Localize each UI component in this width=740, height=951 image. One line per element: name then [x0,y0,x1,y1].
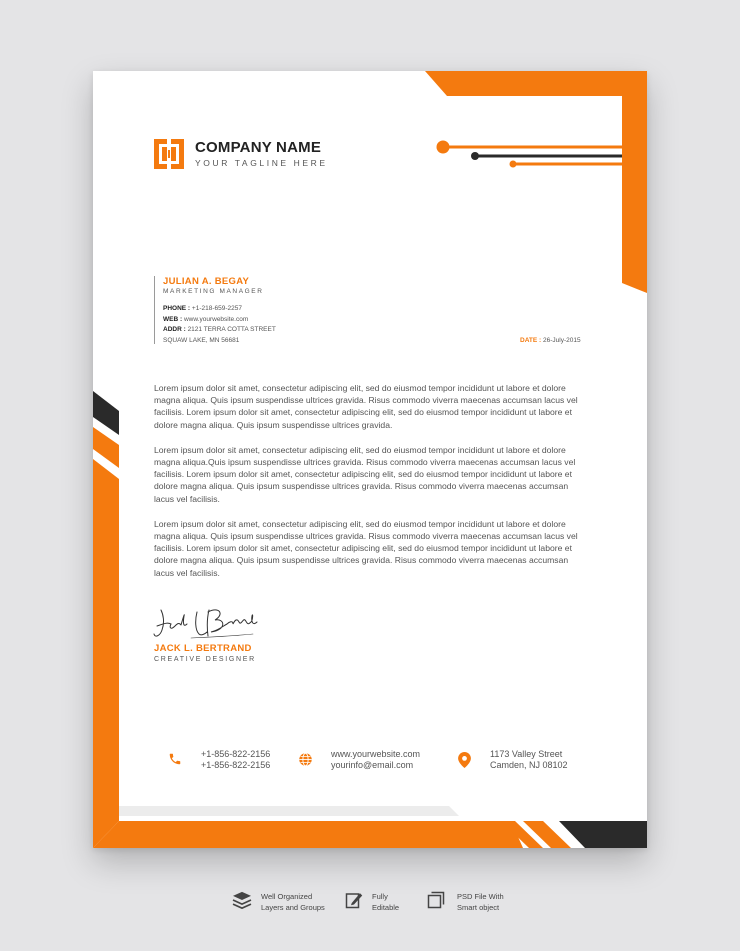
letter-date [520,337,581,344]
feature-editable-line1: Fully [372,892,388,901]
edit-icon [345,891,363,909]
company-logo-icon [154,139,184,169]
bottom-grey-band [119,806,459,816]
footer-phone-line1: +1-856-822-2156 [201,749,271,759]
connector-dot-3 [510,161,517,168]
letterhead-sheet [93,71,647,848]
feature-layers-line2: Layers and Groups [261,902,325,912]
feature-editable [372,892,399,913]
company-name: COMPANY NAME [195,139,322,156]
location-pin-icon [458,752,471,768]
sender-web: www.yourwebsite.com [183,315,249,323]
footer-address [490,749,568,771]
footer-address-line2: Camden, NJ 08102 [490,760,568,770]
web-label: WEB : [163,315,183,323]
left-dark-stripe [93,391,119,435]
letter-body [154,382,590,592]
phone-icon [168,752,182,766]
connector-dot-1 [437,141,450,154]
feature-layers-line1: Well Organized [261,892,313,901]
feature-psd-line2: Smart object [457,902,500,912]
left-orange-stripe [93,427,119,468]
footer-address-line1: 1173 Valley Street [490,749,563,759]
phone-label: PHONE : [163,305,191,312]
sender-contact [163,304,276,346]
sender-addr-line1: 2121 TERRA COTTA STREET [187,326,276,333]
feature-layers [261,892,325,913]
signer-name: JACK L. BERTRAND [154,643,252,654]
sender-addr-line2: SQUAW LAKE, MN 56681 [163,336,240,344]
globe-icon [298,752,313,767]
signer-title: CREATIVE DESIGNER [154,656,256,663]
layers-icon [232,891,252,909]
sender-title: MARKETING MANAGER [163,288,264,295]
date-label: DATE : [520,337,542,344]
signature-image [153,604,263,642]
top-right-orange-frame [425,71,647,293]
feature-psd-line1: PSD File With [457,892,504,901]
feature-psd [457,892,504,913]
footer-phone [201,749,270,771]
addr-label: ADDR : [163,326,186,333]
sender-name: JULIAN A. BEGAY [163,276,250,287]
connector-dot-2 [471,152,479,160]
date-value: 26-July-2015 [543,337,581,344]
body-paragraph: Lorem ipsum dolor sit amet, consectetur adipiscing elit, sed do eiusmod tempor incididunt ut labore et dolore magna aliqua. Quis ipsum suspendisse ultrices gravida. Risus commodo viverra maecenas accumsan lacus vel facilisis. Lorem ipsum dolor sit amet, consectetur adipiscing elit, sed do eiusmod tempor incididunt ut labore et dolore magna aliqua. Quis ipsum suspendisse ultrices gravida. Risus commodo viverra maecenas accumsan lacus vel facilisis. [154,518,578,578]
footer-email: yourinfo@email.com [331,760,414,770]
company-tagline: YOUR TAGLINE HERE [195,158,328,168]
body-paragraph: Lorem ipsum dolor sit amet, consectetur adipiscing elit, sed do eiusmod tempor incididunt ut labore et dolore magna aliqua.Quis ipsum suspendisse ultrices gravida. Risus commodo viverra maecenas accumsan lacus vel facilisis. Lorem ipsum dolor sit amet, consectetur adipiscing elit, sed do eiusmod tempor incididunt ut labore et dolore magna aliqua. Quis ipsum suspendisse ultrices gravida. Risus commodo viverra maecenas accumsan lacus vel facilisis. [154,444,576,504]
body-paragraph: Lorem ipsum dolor sit amet, consectetur adipiscing elit, sed do eiusmod tempor incididunt ut labore et dolore magna aliqua. Quis ipsum suspendisse ultrices gravida. Risus commodo viverra maecenas accumsan lacus vel facilisis. Lorem ipsum dolor sit amet, consectetur adipiscing elit, sed do eiusmod tempor incididunt ut labore et dolore magna aliqua. Quis ipsum suspendisse ultrices gravida. [154,383,578,430]
bottom-dark-block [559,821,647,848]
left-orange-frame [93,459,119,848]
sender-block [154,276,276,344]
footer-website: www.yourwebsite.com [331,749,421,759]
footer-phone-line2: +1-856-822-2156 [201,760,271,770]
sender-phone: +1-218-659-2257 [191,305,242,312]
bottom-orange-frame [93,821,523,848]
footer-web [331,749,420,771]
feature-editable-line2: Editable [372,902,400,912]
file-icon [427,891,445,909]
